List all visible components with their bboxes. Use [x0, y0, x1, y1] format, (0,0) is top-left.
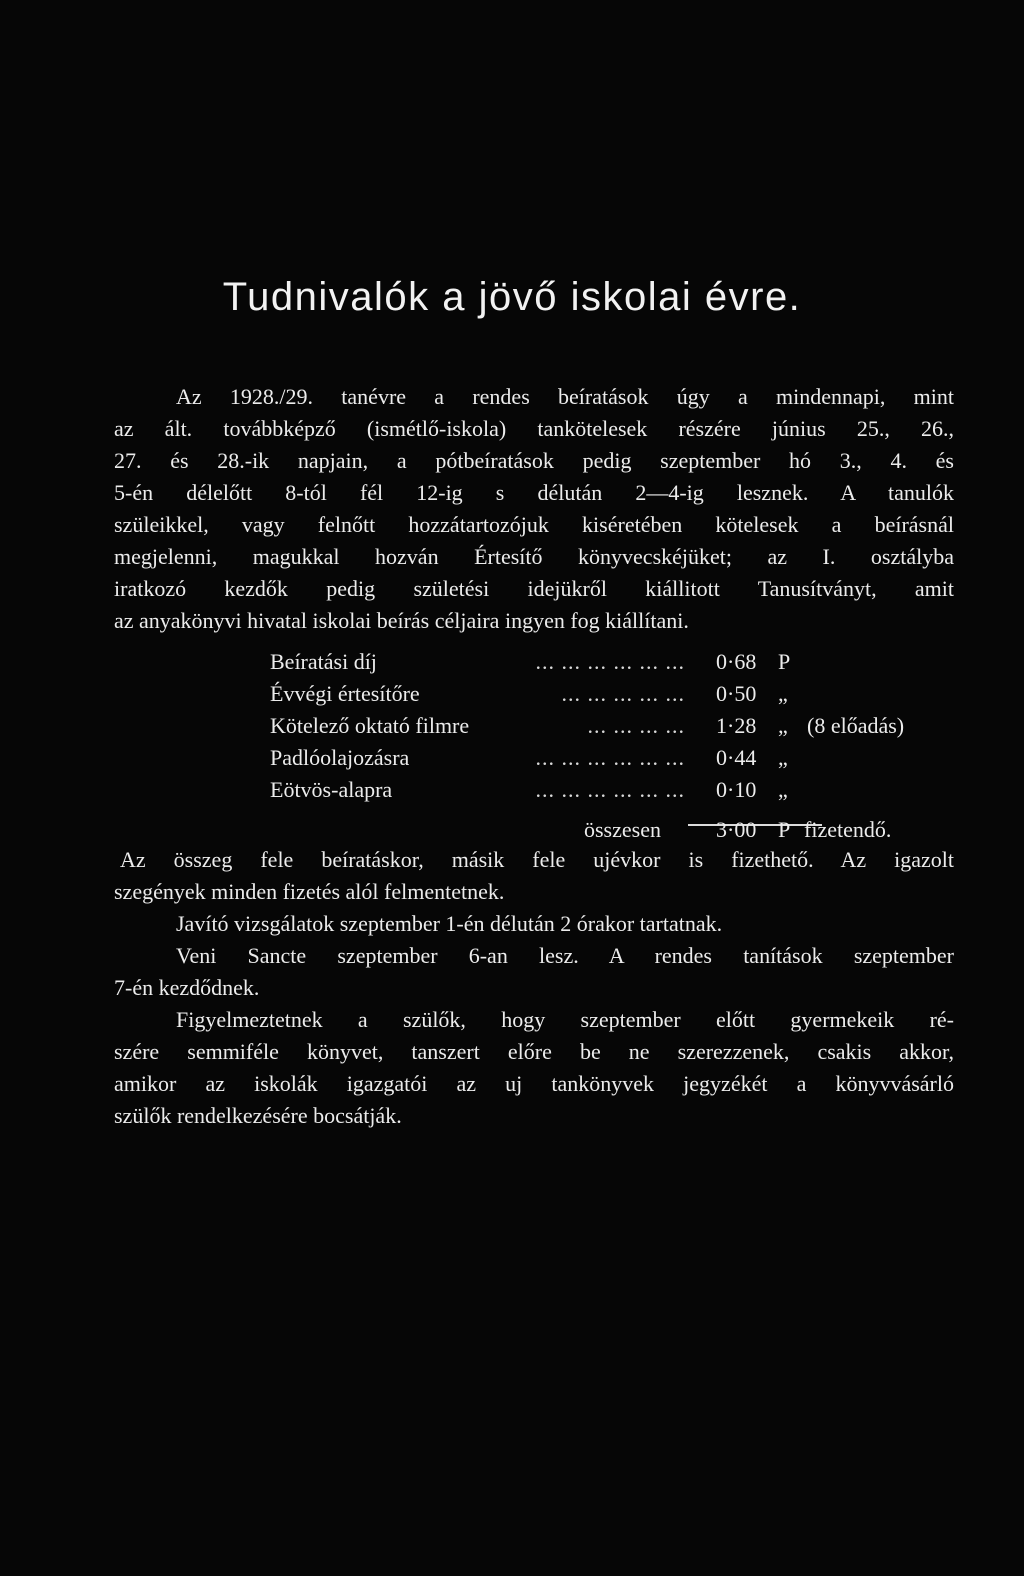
text-line: Az összeg fele beíratáskor, másik fele ujévkor is fizethető. Az igazolt — [120, 847, 954, 872]
text-line: szére semmiféle könyvet, tanszert előre be ne szerezzenek, csakis akkor, — [114, 1039, 954, 1064]
fee-unit: „ — [778, 681, 788, 706]
total-suffix: fizetendő. — [804, 817, 892, 842]
fee-label: Évvégi értesítőre — [270, 681, 420, 706]
fee-unit: P — [778, 649, 791, 674]
fee-unit: „ — [778, 745, 788, 770]
text-line: az ált. továbbképző (ismétlő-iskola) tankötelesek részére június 25., 26., — [114, 416, 954, 441]
fee-row — [270, 646, 970, 678]
text-line: az anyakönyvi hivatal iskolai beírás céljaira ingyen fog kiállítani. — [114, 608, 689, 633]
total-label: összesen — [584, 817, 661, 842]
fee-amount: 1·28 — [716, 713, 757, 738]
fee-label: Beíratási díj — [270, 649, 377, 674]
fee-dots: ... ... ... ... — [587, 713, 685, 738]
fee-label: Kötelező oktató filmre — [270, 713, 470, 738]
fee-unit: „ — [778, 777, 788, 802]
fee-note: (8 előadás) — [807, 713, 905, 738]
fee-dots: ... ... ... ... ... ... — [535, 649, 685, 674]
fee-row — [270, 678, 970, 710]
fee-row — [270, 774, 970, 806]
closing-paragraphs — [114, 844, 954, 1132]
text-line: szüleikkel, vagy felnőtt hozzátartozójuk kiséretében kötelesek a beírásnál — [114, 512, 954, 537]
text-line: iratkozó kezdők pedig születési idejükről kiállitott Tanusítványt, amit — [114, 576, 954, 601]
text-line: 5-én délelőtt 8-tól fél 12-ig s délután 2—4-ig lesznek. A tanulók — [114, 480, 954, 505]
fee-dots: ... ... ... ... ... — [561, 681, 685, 706]
fee-label: Padlóolajozásra — [270, 745, 410, 770]
text-line: megjelenni, magukkal hozván Értesítő könyvecskéjüket; az I. osztályba — [114, 544, 954, 569]
fee-amount: 0·10 — [716, 777, 757, 802]
total-amount: 3·00 — [716, 817, 757, 842]
fee-dots: ... ... ... ... ... ... — [535, 777, 685, 802]
text-line: amikor az iskolák igazgatói az uj tankönyvek jegyzékét a könyvvásárló — [114, 1071, 954, 1096]
fee-label: Eötvös-alapra — [270, 777, 393, 802]
total-unit: P — [778, 817, 791, 842]
text-line: 27. és 28.-ik napjain, a pótbeíratások pedig szeptember hó 3., 4. és — [114, 448, 954, 473]
text-line: Az 1928./29. tanévre a rendes beíratások úgy a mindennapi, mint — [176, 384, 954, 409]
fee-amount: 0·68 — [716, 649, 757, 674]
fee-amount: 0·50 — [716, 681, 757, 706]
fee-amount: 0·44 — [716, 745, 757, 770]
fee-row — [270, 742, 970, 774]
text-line: Veni Sancte szeptember 6-an lesz. A rendes tanítások szeptember — [176, 943, 954, 968]
text-line: Javító vizsgálatok szeptember 1-én délután 2 órakor tartatnak. — [176, 911, 723, 936]
text-line: Figyelmeztetnek a szülők, hogy szeptember előtt gyermekeik ré- — [176, 1007, 954, 1032]
intro-paragraph — [114, 381, 954, 637]
fee-row — [270, 710, 970, 742]
fee-table — [270, 646, 970, 806]
fee-unit: „ — [778, 713, 788, 738]
fee-dots: ... ... ... ... ... ... — [535, 745, 685, 770]
text-line: 7-én kezdődnek. — [114, 975, 260, 1000]
text-line: szülők rendelkezésére bocsátják. — [114, 1103, 402, 1128]
page-title: Tudnivalók a jövő iskolai évre. — [222, 275, 802, 319]
text-line: szegények minden fizetés alól felmentetnek. — [114, 879, 505, 904]
